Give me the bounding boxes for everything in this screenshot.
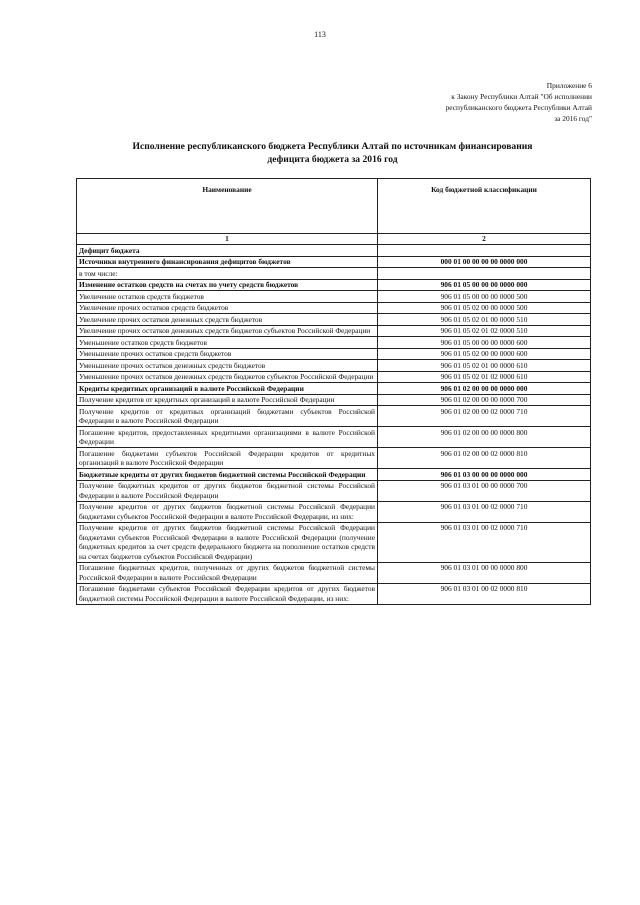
row-code: 906 01 03 01 00 02 0000 710 <box>378 501 591 522</box>
row-code: 906 01 03 01 00 00 0000 700 <box>378 480 591 501</box>
row-code: 906 01 05 02 00 00 0000 600 <box>378 348 591 360</box>
table-row <box>77 245 591 257</box>
row-name: Погашение бюджетами субъектов Российской Федерации кредитов от кредитных организаций в валюте Российской Федерации <box>77 448 378 469</box>
row-name: Увеличение прочих остатков денежных средств бюджетов <box>77 314 378 326</box>
table-row <box>77 371 591 383</box>
table-header-row <box>77 179 591 234</box>
column-number-2: 2 <box>378 233 591 245</box>
title-line: дефицита бюджета за 2016 год <box>267 153 398 165</box>
page-number: 113 <box>314 30 326 39</box>
table-row <box>77 279 591 291</box>
table-row <box>77 480 591 501</box>
row-code <box>378 245 591 257</box>
row-name: Погашение бюджетами субъектов Российской Федерации кредитов от других бюджетов бюджетной системы Российской Федерации в валюте Российской Федерации, из них: <box>77 583 378 604</box>
appendix-line: республиканского бюджета Республики Алтай <box>445 103 592 112</box>
table-row <box>77 302 591 314</box>
column-number-row <box>77 233 591 245</box>
row-code: 906 01 02 00 00 02 0000 810 <box>378 448 591 469</box>
row-code: 906 01 02 00 00 00 0000 000 <box>378 383 591 395</box>
row-name: в том числе: <box>77 268 378 280</box>
row-code: 906 01 03 01 00 02 0000 810 <box>378 583 591 604</box>
row-code: 906 01 05 02 01 00 0000 610 <box>378 360 591 372</box>
table-row <box>77 394 591 406</box>
row-code: 906 01 05 00 00 00 0000 600 <box>378 337 591 349</box>
table-row <box>77 291 591 303</box>
row-name: Погашение кредитов, предоставленных кредитными организациями в валюте Российской Федерации <box>77 427 378 448</box>
row-name: Уменьшение остатков средств бюджетов <box>77 337 378 349</box>
row-name: Источники внутреннего финансирования дефицитов бюджетов <box>77 256 378 268</box>
row-name: Получение кредитов от кредитных организаций в валюте Российской Федерации <box>77 394 378 406</box>
row-name: Кредиты кредитных организаций в валюте Российской Федерации <box>77 383 378 395</box>
table-row <box>77 314 591 326</box>
row-name: Изменение остатков средств на счетах по учету средств бюджетов <box>77 279 378 291</box>
title-line: Исполнение республиканского бюджета Республики Алтай по источникам финансирования <box>132 141 533 152</box>
row-code: 906 01 05 02 01 02 0000 510 <box>378 325 591 337</box>
row-name: Уменьшение прочих остатков денежных средств бюджетов субъектов Российской Федерации <box>77 371 378 383</box>
table-row <box>77 325 591 337</box>
row-code: 906 01 05 02 01 02 0000 610 <box>378 371 591 383</box>
row-code: 906 01 05 02 01 00 0000 510 <box>378 314 591 326</box>
appendix-line: к Закону Республики Алтай "Об исполнении <box>451 92 592 101</box>
row-name: Увеличение остатков средств бюджетов <box>77 291 378 303</box>
row-code: 000 01 00 00 00 00 0000 000 <box>378 256 591 268</box>
header-code: Код бюджетной классификации <box>378 179 591 234</box>
row-name: Получение бюджетных кредитов от других бюджетов бюджетной системы Российской Федерации в валюте Российской Федерации <box>77 480 378 501</box>
table-row <box>77 469 591 481</box>
row-name: Получение кредитов от других бюджетов бюджетной системы Российской Федерации бюджетами субъектов Российской Федерации в валюте Российской Федерации (получение бюджетных кредитов за счет средств федерального бюджета на пополнение остатков средств на счетах бюджетов субъектов Российской Федерации) <box>77 522 378 562</box>
row-name: Погашение бюджетных кредитов, полученных от других бюджетов бюджетной системы Российской Федерации в валюте Российской Федерации <box>77 562 378 583</box>
table-row <box>77 256 591 268</box>
table-row <box>77 501 591 522</box>
appendix-line: за 2016 год" <box>554 114 592 123</box>
row-name: Получение кредитов от других бюджетов бюджетной системы Российской Федерации бюджетами субъектов Российской Федерации в валюте Российской Федерации, из них: <box>77 501 378 522</box>
row-name: Бюджетные кредиты от других бюджетов бюджетной системы Российской Федерации <box>77 469 378 481</box>
row-code: 906 01 05 00 00 00 0000 500 <box>378 291 591 303</box>
table-row <box>77 448 591 469</box>
table-row <box>77 406 591 427</box>
row-code <box>378 268 591 280</box>
row-name: Увеличение прочих остатков денежных средств бюджетов субъектов Российской Федерации <box>77 325 378 337</box>
table-row <box>77 360 591 372</box>
row-code: 906 01 03 00 00 00 0000 000 <box>378 469 591 481</box>
table-row <box>77 522 591 562</box>
document-title <box>80 141 585 166</box>
row-name: Уменьшение прочих остатков денежных средств бюджетов <box>77 360 378 372</box>
row-code: 906 01 03 01 00 02 0000 710 <box>378 522 591 562</box>
row-code: 906 01 05 00 00 00 0000 000 <box>378 279 591 291</box>
table-row <box>77 268 591 280</box>
table-row <box>77 562 591 583</box>
row-name: Увеличение прочих остатков средств бюджетов <box>77 302 378 314</box>
column-number-1: 1 <box>77 233 378 245</box>
row-name: Получение кредитов от кредитных организаций бюджетами субъектов Российской Федерации в валюте Российской Федерации <box>77 406 378 427</box>
table-row <box>77 348 591 360</box>
row-code: 906 01 02 00 00 00 0000 700 <box>378 394 591 406</box>
table-row <box>77 583 591 604</box>
row-code: 906 01 02 00 00 00 0000 800 <box>378 427 591 448</box>
table-row <box>77 383 591 395</box>
table-row <box>77 427 591 448</box>
row-code: 906 01 03 01 00 00 0000 800 <box>378 562 591 583</box>
financing-sources-table <box>76 178 591 605</box>
table-row <box>77 337 591 349</box>
row-name: Дефицит бюджета <box>77 245 378 257</box>
row-name: Уменьшение прочих остатков средств бюджетов <box>77 348 378 360</box>
row-code: 906 01 02 00 00 02 0000 710 <box>378 406 591 427</box>
header-name: Наименование <box>77 179 378 234</box>
appendix-note <box>446 80 592 124</box>
row-code: 906 01 05 02 00 00 0000 500 <box>378 302 591 314</box>
appendix-line: Приложение 6 <box>546 81 592 90</box>
